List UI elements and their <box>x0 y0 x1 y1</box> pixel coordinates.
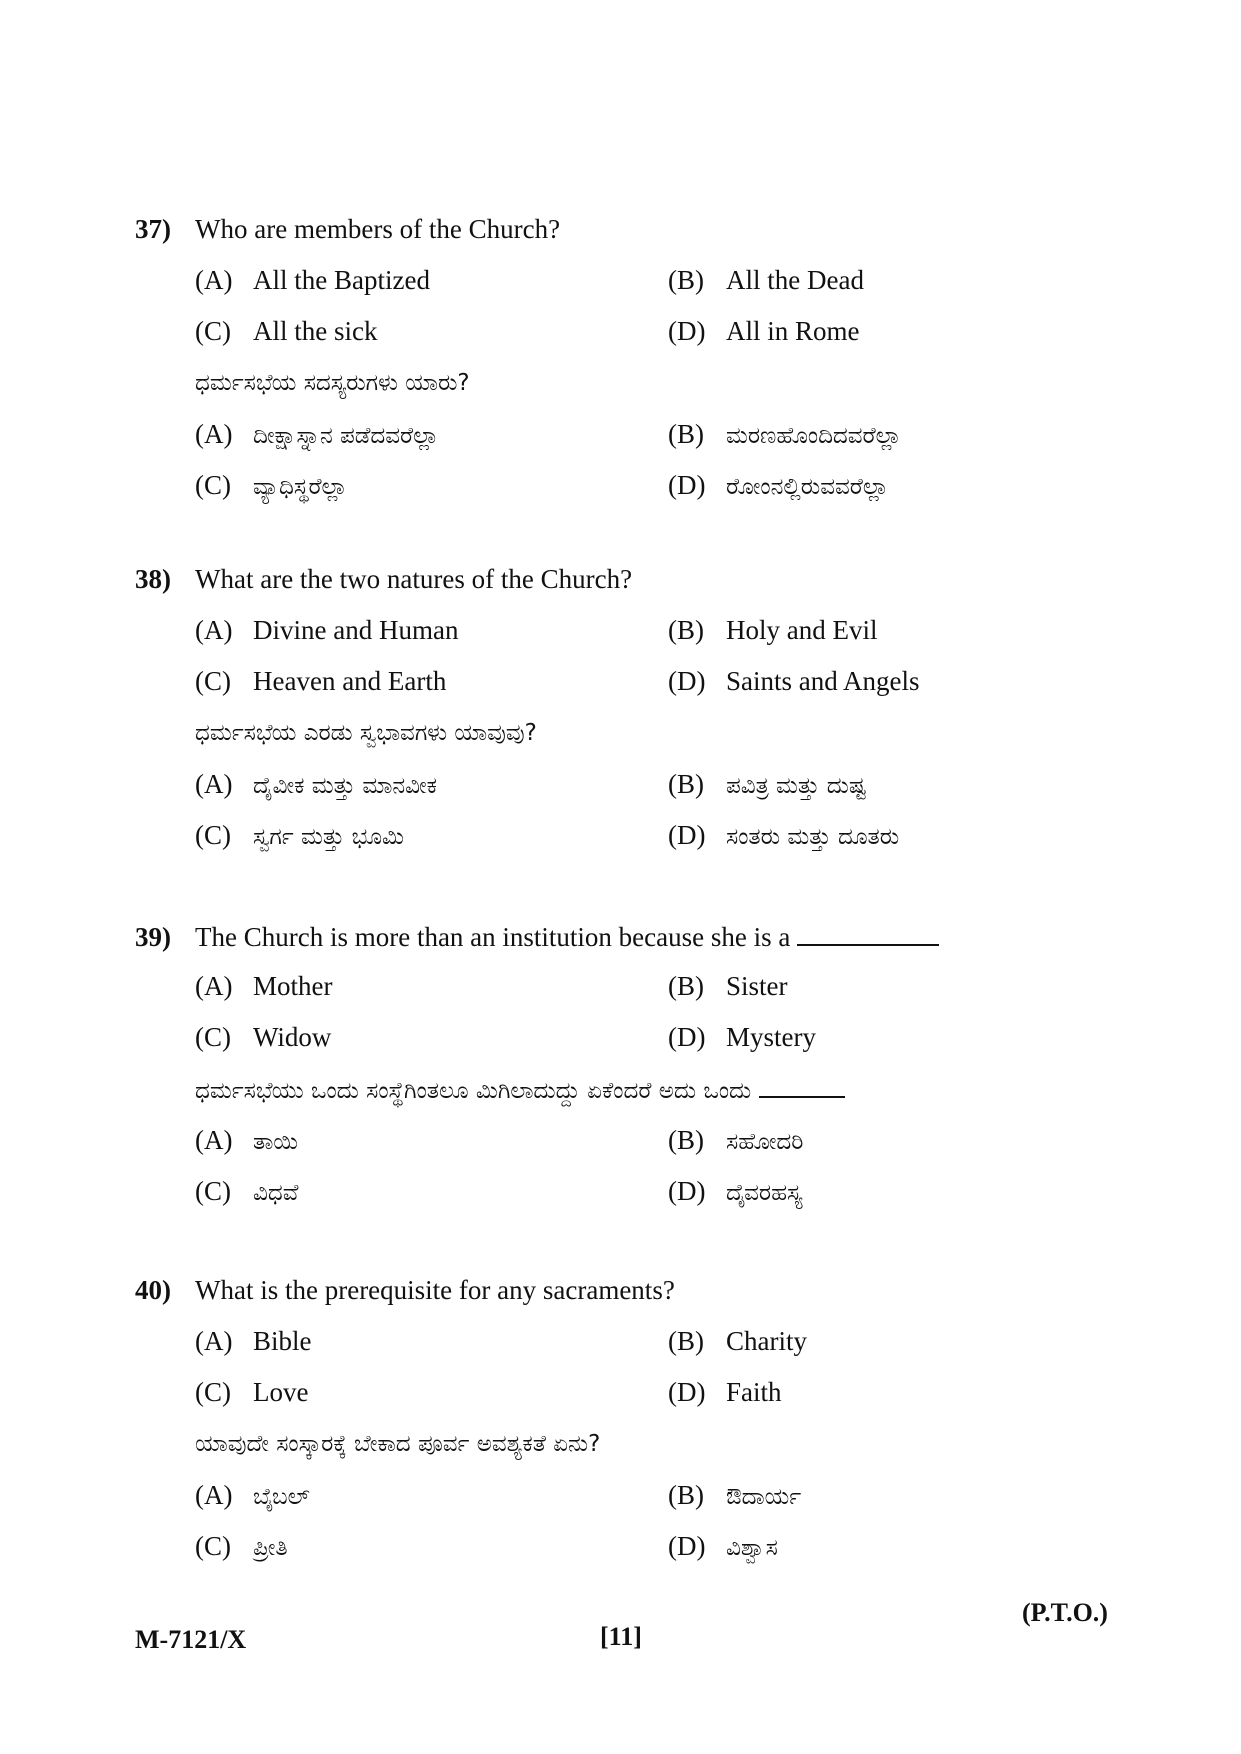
question-stem-kn: ಧರ್ಮಸಭೆಯ ಎರಡು ಸ್ವಭಾವಗಳು ಯಾವುವು? <box>195 720 537 746</box>
option-letter: (C) <box>195 1022 231 1052</box>
option-text: Widow <box>253 1022 332 1052</box>
question-number: 39) <box>135 922 171 952</box>
option-d-en <box>668 316 860 347</box>
option-text: All the Baptized <box>253 265 430 295</box>
option-letter: (D) <box>668 316 706 346</box>
answer-blank <box>797 920 939 946</box>
option-d-en <box>668 1377 782 1408</box>
option-letter: (B) <box>668 971 704 1001</box>
question-number: 38) <box>135 564 171 594</box>
question-text: What are the two natures of the Church? <box>195 564 633 594</box>
question-stem-en <box>135 564 632 595</box>
option-letter: (C) <box>195 1176 231 1206</box>
option-d-en <box>668 1022 816 1053</box>
option-text: Mystery <box>726 1022 816 1052</box>
option-text: ಮರಣಹೊಂದಿದವರೆಲ್ಲಾ <box>726 423 902 449</box>
option-letter: (B) <box>668 419 704 449</box>
option-letter: (C) <box>195 1377 231 1407</box>
option-d-kn <box>668 1531 778 1562</box>
option-text: Mother <box>253 971 333 1001</box>
option-text: ಬೈಬಲ್ <box>253 1484 310 1510</box>
option-letter: (A) <box>195 1125 233 1155</box>
option-a-kn <box>195 1480 310 1511</box>
option-letter: (C) <box>195 666 231 696</box>
question-stem-en <box>135 1275 675 1306</box>
option-text: Bible <box>253 1326 312 1356</box>
option-a-en <box>195 1326 312 1357</box>
option-text: ವಿಧವೆ <box>253 1180 299 1206</box>
option-c-kn <box>195 820 404 851</box>
option-text: ದೈವೀಕ ಮತ್ತು ಮಾನವೀಕ <box>253 773 437 799</box>
option-letter: (D) <box>668 820 706 850</box>
option-text: Heaven and Earth <box>253 666 447 696</box>
option-letter: (C) <box>195 470 231 500</box>
option-d-kn <box>668 1176 802 1207</box>
option-letter: (C) <box>195 1531 231 1561</box>
option-letter: (D) <box>668 1531 706 1561</box>
option-text: ದೈವರಹಸ್ಯ <box>726 1180 803 1206</box>
option-text: ಪ್ರೀತಿ <box>253 1535 288 1561</box>
option-letter: (C) <box>195 820 231 850</box>
option-text: All in Rome <box>726 316 860 346</box>
option-letter: (A) <box>195 265 233 295</box>
answer-blank <box>759 1076 845 1098</box>
option-text: ವ್ಯಾಧಿಸ್ಥರೆಲ್ಲಾ <box>253 474 348 500</box>
option-text: ಸಂತರು ಮತ್ತು ದೂತರು <box>726 824 900 850</box>
option-c-kn <box>195 470 347 501</box>
option-c-en <box>195 316 377 347</box>
option-d-en <box>668 666 920 697</box>
option-letter: (A) <box>195 615 233 645</box>
option-b-kn <box>668 419 901 450</box>
option-letter: (B) <box>668 1326 704 1356</box>
question-number: 37) <box>135 214 171 244</box>
option-text: ಪವಿತ್ರ ಮತ್ತು ದುಷ್ಟ <box>726 773 867 799</box>
option-b-kn <box>668 1480 801 1511</box>
option-text: Love <box>253 1377 309 1407</box>
option-b-kn <box>668 769 866 800</box>
question-stem-kn: ಯಾವುದೇ ಸಂಸ್ಕಾರಕ್ಕೆ ಬೇಕಾದ ಪೂರ್ವ ಅವಶ್ಯಕತೆ ಏನು? <box>195 1431 601 1457</box>
question-stem-kn <box>195 1076 845 1104</box>
option-c-kn <box>195 1176 298 1207</box>
option-letter: (B) <box>668 615 704 645</box>
option-letter: (D) <box>668 470 706 500</box>
question-text: The Church is more than an institution because she is a <box>195 922 791 952</box>
option-b-en <box>668 265 864 296</box>
option-letter: (D) <box>668 1377 706 1407</box>
option-text: Faith <box>726 1377 782 1407</box>
question-text: Who are members of the Church? <box>195 214 561 244</box>
question-stem-kn: ಧರ್ಮಸಭೆಯ ಸದಸ್ಯರುಗಳು ಯಾರು? <box>195 370 470 396</box>
option-a-en <box>195 971 332 1002</box>
question-number: 40) <box>135 1275 171 1305</box>
option-text: ತಾಯಿ <box>253 1129 299 1155</box>
option-d-kn <box>668 820 899 851</box>
option-letter: (B) <box>668 1480 704 1510</box>
page-number: [11] <box>600 1622 642 1651</box>
option-c-en <box>195 1377 308 1408</box>
option-letter: (C) <box>195 316 231 346</box>
option-text: ರೋಂನಲ್ಲಿರುವವರೆಲ್ಲಾ <box>726 474 889 500</box>
option-a-kn <box>195 1125 298 1156</box>
option-letter: (A) <box>195 971 233 1001</box>
option-text: ವಿಶ್ವಾಸ <box>726 1535 778 1561</box>
pto-label: (P.T.O.) <box>1022 1598 1108 1627</box>
option-text: Charity <box>726 1326 807 1356</box>
option-letter: (A) <box>195 1326 233 1356</box>
option-letter: (B) <box>668 1125 704 1155</box>
option-text: Holy and Evil <box>726 615 878 645</box>
option-letter: (A) <box>195 769 233 799</box>
option-b-en <box>668 971 788 1002</box>
option-b-en <box>668 615 877 646</box>
option-c-en <box>195 666 446 697</box>
option-text: ಔದಾರ್ಯ <box>726 1484 802 1510</box>
option-letter: (D) <box>668 1022 706 1052</box>
option-a-kn <box>195 769 437 800</box>
option-text: ಸ್ವರ್ಗ ಮತ್ತು ಭೂಮಿ <box>253 824 405 850</box>
option-text: All the sick <box>253 316 378 346</box>
option-text: All the Dead <box>726 265 864 295</box>
option-letter: (B) <box>668 265 704 295</box>
option-c-kn <box>195 1531 288 1562</box>
option-b-kn <box>668 1125 803 1156</box>
option-d-kn <box>668 470 889 501</box>
option-a-kn <box>195 419 439 450</box>
option-c-en <box>195 1022 331 1053</box>
option-text: ದೀಕ್ಷಾಸ್ನಾನ ಪಡೆದವರೆಲ್ಲಾ <box>253 423 439 449</box>
question-text: What is the prerequisite for any sacraments? <box>195 1275 675 1305</box>
option-letter: (A) <box>195 1480 233 1510</box>
option-text: Saints and Angels <box>726 666 920 696</box>
option-letter: (B) <box>668 769 704 799</box>
question-text-kn: ಧರ್ಮಸಭೆಯು ಒಂದು ಸಂಸ್ಥೆಗಿಂತಲೂ ಮಿಗಿಲಾದುದ್ದು ಏಕೆಂದರೆ ಅದು ಒಂದು <box>195 1078 752 1104</box>
option-a-en <box>195 615 458 646</box>
option-text: Divine and Human <box>253 615 459 645</box>
option-text: Sister <box>726 971 788 1001</box>
option-text: ಸಹೋದರಿ <box>726 1129 804 1155</box>
option-a-en <box>195 265 430 296</box>
option-b-en <box>668 1326 807 1357</box>
question-stem-en <box>135 214 560 245</box>
option-letter: (D) <box>668 666 706 696</box>
question-stem-en <box>135 920 939 953</box>
paper-code: M-7121/X <box>135 1625 247 1654</box>
option-letter: (A) <box>195 419 233 449</box>
option-letter: (D) <box>668 1176 706 1206</box>
